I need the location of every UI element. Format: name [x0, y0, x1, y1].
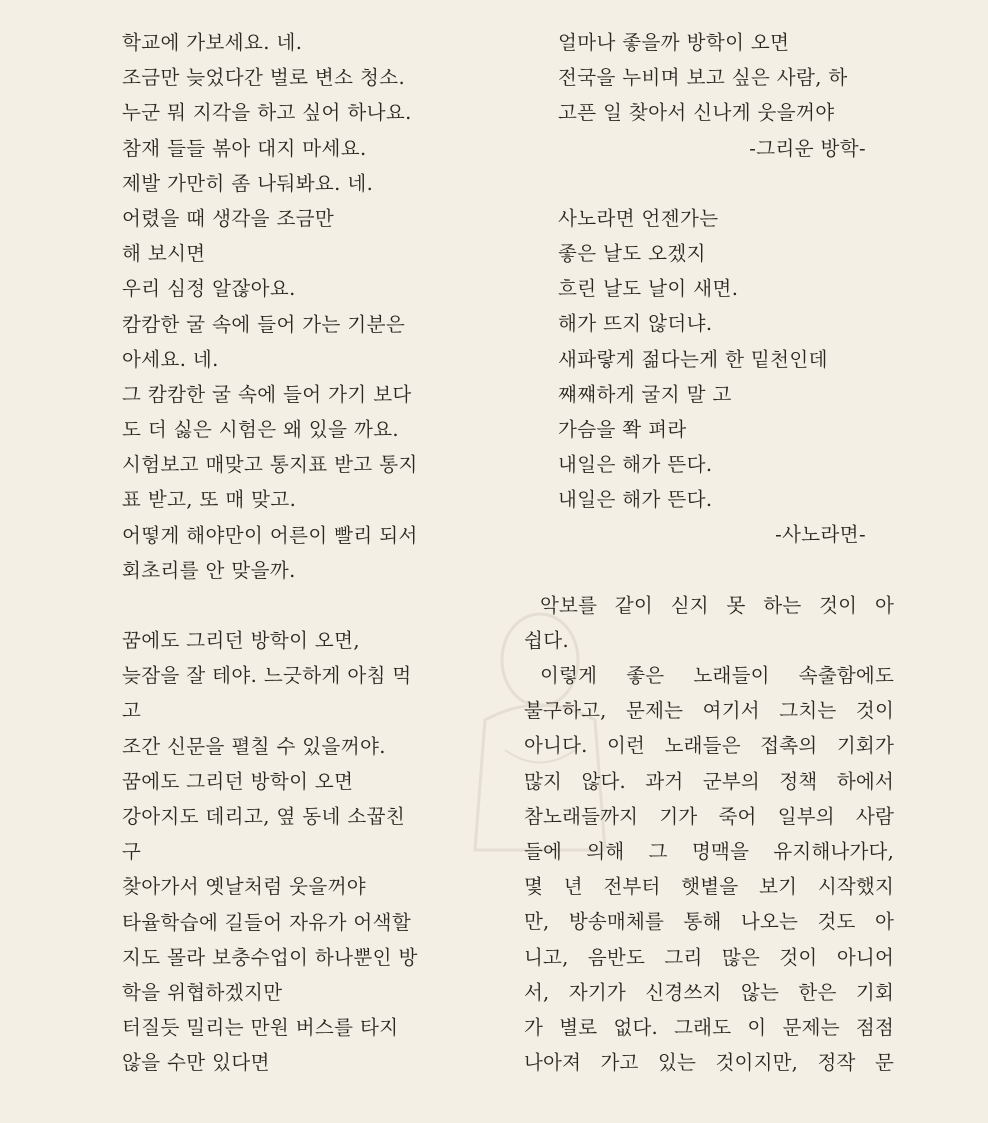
text-line: 구: [122, 840, 142, 864]
prose-paragraph-1: [524, 588, 894, 658]
text-line: 나아져 가고 있는 것이지만, 정작 문: [524, 1051, 894, 1075]
text-line: 고: [122, 699, 142, 723]
text-line: 내일은 해가 뜬다.: [558, 488, 713, 512]
text-line: 찾아가서 옛날처럼 웃을꺼야: [122, 875, 367, 899]
text-line: 가 별로 없다. 그래도 이 문제는 점점: [524, 1015, 894, 1039]
right-column: [524, 25, 894, 1080]
text-line: 가슴을 쫙 펴라: [558, 417, 687, 441]
text-line: 학교에 가보세요. 네.: [122, 31, 303, 54]
text-line: 만, 방송매체를 통해 나오는 것도 아: [524, 910, 894, 934]
text-line: 조간 신문을 펼칠 수 있을꺼야.: [122, 734, 386, 758]
text-line: 들에 의해 그 명맥을 유지해나가다,: [524, 839, 894, 863]
text-line: 내일은 해가 뜬다.: [558, 453, 713, 477]
text-line: 표 받고, 또 매 맞고.: [122, 488, 297, 512]
text-line: 고픈 일 찾아서 신나게 웃을꺼야: [558, 101, 835, 125]
text-line: 참노래들까지 기가 죽어 일부의 사람: [524, 804, 894, 828]
text-line: 불구하고, 문제는 여기서 그치는 것이: [524, 699, 894, 723]
text-line: 얼마나 좋을까 방학이 오면: [558, 31, 790, 54]
text-line: 조금만 늦었다간 벌로 변소 청소.: [122, 66, 406, 90]
text-line: 쨰쨰하게 굴지 말 고: [558, 382, 732, 406]
song-title-signature: -사노라면-: [775, 523, 866, 547]
text-line: 많지 않다. 과거 군부의 정책 하에서: [524, 769, 894, 793]
text-line: 해 보시면: [122, 242, 206, 266]
text-line: 캄캄한 굴 속에 들어 가는 기분은: [122, 312, 406, 336]
text-line: 전국을 누비며 보고 싶은 사람, 하: [558, 66, 848, 90]
text-line: 학을 위협하겠지만: [122, 980, 283, 1004]
text-line: 해가 뜨지 않더냐.: [558, 312, 713, 336]
text-line: 몇 년 전부터 햇볕을 보기 시작했지: [524, 875, 894, 899]
poem-verse-2: [524, 201, 894, 518]
text-line: 지도 몰라 보충수업이 하나뿐인 방: [122, 945, 418, 969]
text-line: 시험보고 매맞고 통지표 받고 통지: [122, 453, 418, 477]
text-line: 늦잠을 잘 테야. 느긋하게 아침 먹: [122, 664, 412, 688]
section-gap: [524, 553, 894, 588]
text-line: 쉽다.: [524, 628, 570, 652]
text-line: 아세요. 네.: [122, 347, 219, 371]
text-line: 좋은 날도 오겠지: [558, 241, 706, 265]
text-line: 누군 뭐 지각을 하고 싶어 하나요.: [122, 101, 412, 125]
text-line: 새파랗게 젊다는게 한 밑천인데: [558, 347, 828, 371]
text-line: 제발 가만히 좀 나둬봐요. 네.: [122, 171, 374, 195]
left-column: [122, 25, 472, 1080]
text-line: 니고, 음반도 그리 많은 것이 아니어: [524, 945, 894, 969]
stanza-gap: [524, 166, 894, 201]
stanza-gap: [122, 588, 472, 623]
poem-verse-1: [524, 25, 894, 131]
song-title-signature: -그리운 방학-: [749, 136, 866, 160]
text-line: 아니다. 이런 노래들은 접촉의 기회가: [524, 734, 894, 758]
text-line: 사노라면 언젠가는: [558, 206, 719, 230]
text-line: 그 캄캄한 굴 속에 들어 가기 보다: [122, 382, 412, 406]
text-line: 터질듯 밀리는 만원 버스를 타지: [122, 1016, 399, 1040]
text-line: 타율학습에 길들어 자유가 어색할: [122, 910, 412, 934]
text-line: 참재 들들 볶아 대지 마세요.: [122, 136, 367, 160]
text-line: 어떻게 해야만이 어른이 빨리 되서: [122, 523, 418, 547]
text-line: 흐린 날도 날이 새면.: [558, 277, 739, 301]
text-line: 않을 수만 있다면: [122, 1051, 270, 1075]
text-line: 회초리를 안 맞을까.: [122, 558, 296, 582]
text-line: 이렇게 좋은 노래들이 속출함에도: [540, 664, 894, 687]
text-line: 서, 자기가 신경쓰지 않는 한은 기회: [524, 980, 894, 1004]
text-line: 강아지도 데리고, 옆 동네 소꿉친: [122, 804, 406, 828]
text-line: 도 더 싫은 시험은 왜 있을 까요.: [122, 418, 400, 442]
text-line: 꿈에도 그리던 방학이 오면: [122, 769, 354, 793]
text-line: 우리 심정 알잖아요.: [122, 277, 296, 301]
poem-stanza-2: [122, 623, 472, 1080]
text-line: 꿈에도 그리던 방학이 오면,: [122, 629, 361, 652]
poem-stanza-1: [122, 25, 472, 588]
prose-paragraph-2: [524, 658, 894, 1080]
text-line: 악보를 같이 싣지 못 하는 것이 아: [540, 593, 894, 617]
text-line: 어렸을 때 생각을 조금만: [122, 206, 335, 230]
